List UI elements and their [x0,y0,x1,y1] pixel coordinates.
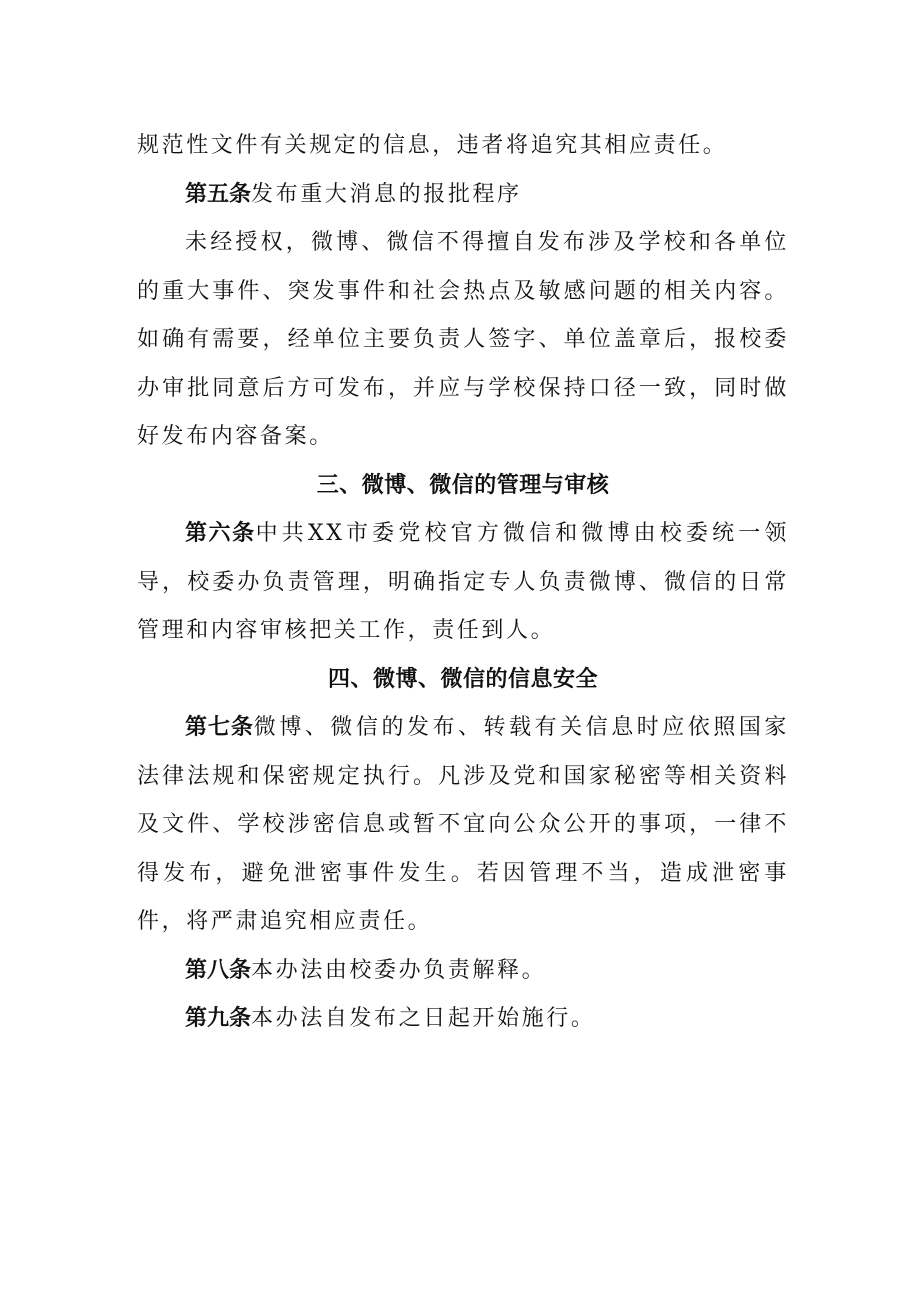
continued-text: 规范性文件有关规定的信息，违者将追究其相应责任。 [137,133,728,158]
article-8-label: 第八条 [185,957,252,983]
article-9-label: 第九条 [185,1006,252,1031]
article-6-paragraph [137,510,789,656]
article-5-label: 第五条 [185,181,252,207]
article-7-body: 微博、微信的发布、转载有关信息时应依照国家法律法规和保密规定执行。凡涉及党和国家秘密等相关资料及文件、学校涉密信息或暂不宜向公众公开的事项，一律不得发布，避免泄密事件发生。若因管理不当，造成泄密事件，将严肃追究相应责任。 [137,715,789,934]
article-9-body: 本办法自发布之日起开始施行。 [251,1006,596,1031]
article-6-label: 第六条 [185,521,256,546]
document-page [137,122,789,1044]
article-9-paragraph [137,995,789,1044]
article-7-label: 第七条 [185,715,254,740]
section-4-heading: 四、微博、微信的信息安全 [327,666,598,692]
article-5-body: 未经授权，微博、微信不得擅自发布涉及学校和各单位的重大事件、突发事件和社会热点及敏感问题的相关内容。如确有需要，经单位主要负责人签字、单位盖章后，报校委办审批同意后方可发布，并应与学校保持口径一致，同时做好发布内容备案。 [137,230,789,449]
article-7-paragraph [137,704,789,947]
article-6-body: 中共XX市委党校官方微信和微博由校委统一领导，校委办负责管理，明确指定专人负责微博、微信的日常管理和内容审核把关工作，责任到人。 [137,521,789,643]
article-5-title: 发布重大消息的报批程序 [251,181,522,207]
article-5-heading [137,171,789,220]
continued-paragraph [137,122,789,171]
article-8-body: 本办法由校委办负责解释。 [251,957,547,983]
article-8-paragraph [137,947,789,996]
section-3-heading: 三、微博、微信的管理与审核 [316,472,610,498]
